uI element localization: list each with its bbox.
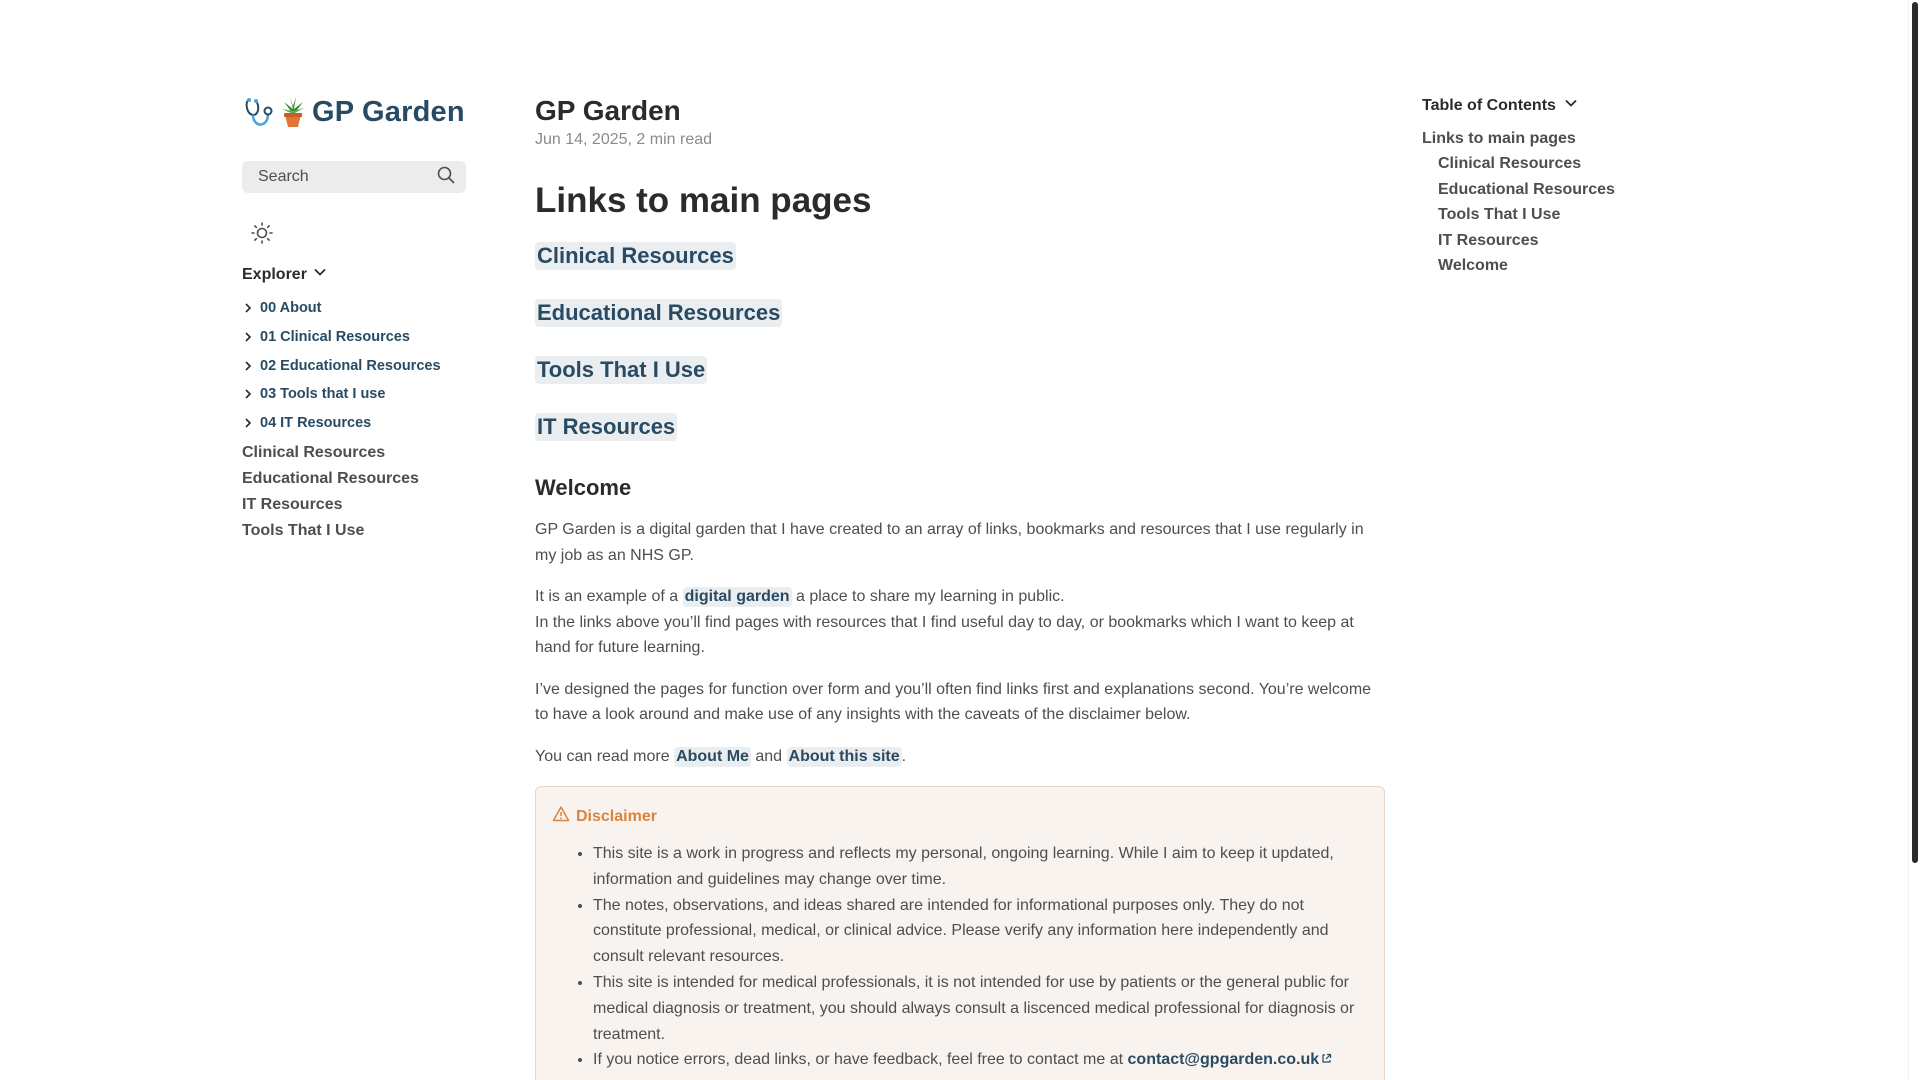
folder-label: 00 About: [260, 300, 322, 317]
chevron-down-icon: [1556, 96, 1578, 115]
paragraph-design: I’ve designed the pages for function over form and you’ll often find links first and explanations second. You’re welcome to have a look around and make use of any insights with the caveats of the disclaimer below.: [535, 680, 1372, 723]
link-it-resources[interactable]: IT Resources: [537, 413, 676, 439]
search-icon: [436, 165, 456, 190]
disclaimer-item: • This site is a work in progress and reflects my personal, ongoing learning. While I aim to keep it updated, information and guidelines may change over time.: [593, 841, 1368, 893]
text: If you notice errors, dead links, or have feedback, feel free to contact me at: [593, 1051, 1128, 1069]
explorer-title: Explorer: [242, 265, 307, 283]
article-date: Jun 14, 2025,: [535, 131, 632, 148]
vertical-scrollbar[interactable]: [1908, 0, 1920, 1080]
folder-label: 02 Educational Resources: [260, 357, 441, 374]
paragraph-read-more: [535, 744, 1385, 770]
link-clinical-resources[interactable]: Clinical Resources: [537, 242, 734, 268]
explorer-folder-clinical-resources[interactable]: [242, 323, 466, 352]
folder-label: 03 Tools that I use: [260, 386, 386, 403]
disclaimer-list: [552, 841, 1368, 1073]
link-digital-garden[interactable]: digital garden: [684, 588, 790, 605]
explorer-folder-about[interactable]: [242, 294, 466, 323]
explorer-folder-list: [242, 294, 466, 437]
text: You can read more: [535, 747, 675, 765]
table-of-contents: [1422, 96, 1682, 278]
explorer-folder-it-resources[interactable]: [242, 409, 466, 438]
chevron-down-icon: [307, 265, 327, 284]
disclaimer-header: [552, 805, 1368, 828]
disclaimer-item: • This site is intended for medical professionals, it is not intended for use by patients or the general public for medical diagnosis or treatment, you should always consult a liscenced medical professional for diagnosis or treatment.: [593, 970, 1368, 1047]
search-label: Search: [258, 168, 309, 185]
left-sidebar: [242, 92, 466, 544]
explorer-toggle[interactable]: [242, 265, 466, 284]
explorer-page-educational-resources[interactable]: Educational Resources: [242, 470, 419, 488]
stethoscope-icon: [242, 95, 276, 129]
link-about-me[interactable]: About Me: [676, 747, 749, 765]
toc-list: [1422, 126, 1682, 278]
toc-item-links[interactable]: Links to main pages: [1422, 130, 1576, 147]
chevron-right-icon: [242, 388, 254, 400]
disclaimer-item-contact: [593, 1047, 1368, 1073]
text: In the links above you’ll find pages with resources that I find useful day to day, or bookmarks which I want to keep at hand for future learning.: [535, 613, 1354, 656]
toc-item-welcome[interactable]: Welcome: [1438, 256, 1508, 274]
chevron-right-icon: [242, 417, 254, 429]
link-educational-resources[interactable]: Educational Resources: [537, 299, 781, 325]
email-text: contact@gpgarden.co.uk: [1127, 1051, 1320, 1069]
paragraph-digital-garden: [535, 584, 1385, 661]
page-title: GP Garden: [535, 95, 681, 126]
toc-toggle[interactable]: [1422, 96, 1682, 115]
chevron-right-icon: [242, 331, 254, 343]
explorer-folder-educational-resources[interactable]: [242, 351, 466, 380]
text: It is an example of a: [535, 588, 683, 605]
explorer-page-tools[interactable]: Tools That I Use: [242, 522, 365, 540]
text: a place to share my learning in public.: [791, 588, 1065, 605]
disclaimer-title: Disclaimer: [576, 807, 657, 825]
external-link-icon: [1321, 1053, 1332, 1064]
toc-title: Table of Contents: [1422, 96, 1556, 114]
toc-item-clinical-resources[interactable]: Clinical Resources: [1438, 155, 1582, 173]
paragraph-intro: GP Garden is a digital garden that I have created to an array of links, bookmarks and resources that I use regularly in my job as an NHS GP.: [535, 521, 1364, 564]
link-about-this-site[interactable]: About this site: [788, 747, 900, 765]
sun-icon: [250, 232, 274, 249]
toc-item-educational-resources[interactable]: Educational Resources: [1438, 180, 1615, 198]
warning-icon: [552, 805, 570, 828]
contact-email-link[interactable]: [1128, 1051, 1333, 1068]
search-button[interactable]: [242, 161, 466, 193]
text: .: [901, 747, 907, 765]
site-title: GP Garden: [312, 95, 465, 128]
link-tools[interactable]: Tools That I Use: [537, 356, 706, 382]
potted-plant-icon: [276, 94, 310, 130]
theme-toggle-button[interactable]: [250, 221, 274, 245]
disclaimer-callout: [535, 786, 1385, 1080]
chevron-right-icon: [242, 360, 254, 372]
article-read-time: 2 min read: [636, 131, 713, 148]
folder-label: 04 IT Resources: [260, 415, 372, 432]
explorer-page-it-resources[interactable]: IT Resources: [242, 496, 343, 514]
scrollbar-thumb[interactable]: [1912, 2, 1918, 863]
site-brand[interactable]: [242, 92, 466, 132]
disclaimer-item: • The notes, observations, and ideas shared are intended for informational purposes only. They do not constitute professional, medical, or clinical advice. Please verify any information here independently and consult relevant resources.: [593, 893, 1368, 970]
toc-item-tools[interactable]: Tools That I Use: [1438, 206, 1561, 224]
folder-label: 01 Clinical Resources: [260, 329, 410, 346]
links-heading: Links to main pages: [535, 181, 872, 220]
explorer-page-list: [242, 440, 466, 544]
explorer-page-clinical-resources[interactable]: Clinical Resources: [242, 444, 386, 462]
article: [535, 94, 1385, 1080]
article-meta: [535, 131, 1385, 149]
toc-item-it-resources[interactable]: IT Resources: [1438, 231, 1539, 249]
explorer-folder-tools[interactable]: [242, 380, 466, 409]
welcome-heading: Welcome: [535, 475, 632, 500]
text: and: [750, 747, 787, 765]
chevron-right-icon: [242, 302, 254, 314]
